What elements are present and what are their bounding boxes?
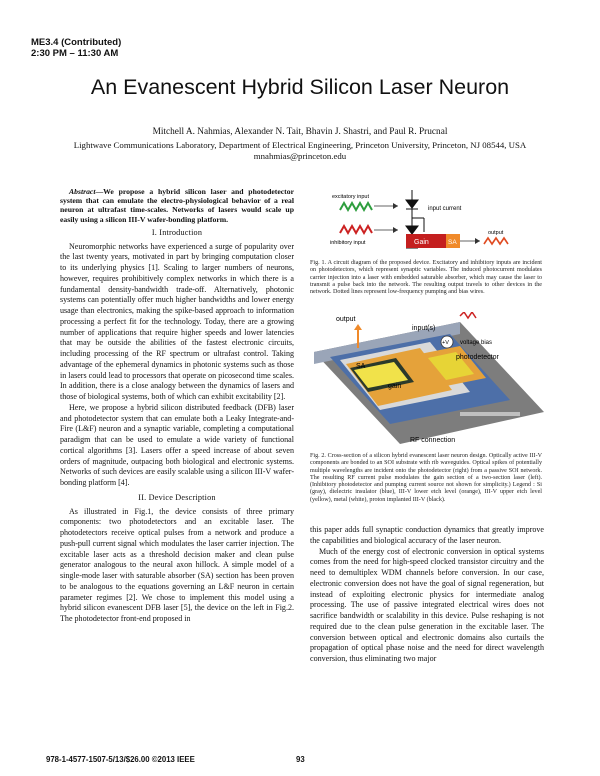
excitatory-input-wave-icon <box>340 203 372 210</box>
fig2-inputs-label: input(s) <box>412 325 436 332</box>
fig2-rf-label: RF connection <box>410 437 456 444</box>
fig2-output-label: output <box>336 316 356 323</box>
sa-label: SA <box>448 239 457 246</box>
abstract-label: Abstract <box>69 187 96 196</box>
affiliation: Lightwave Communications Laboratory, Department of Electrical Engineering, Princeton University, Princeton, NJ 08544, USA <box>73 140 527 150</box>
figure-2-caption: Fig. 2. Cross-section of a silicon hybrid evanescent laser neuron design. Optically active III-V components are bonded to an SOI substrate with rib waveguides. Optical spikes of potentially multiple wavelengths are incident onto the photodetector (right) from a passive SOI network. The resulting RF current pulse modulates the gain section of a two-section laser (left). (Inhibitory photodetector and pumping current source not shown for simplicity.) Legend : Si (gray), dielectric insulator (blue), III-V lower etch level (orange), III-V upper etch level (yellow), metal (white), proton implanted III-V (black). <box>310 453 542 503</box>
inhibitory-input-wave-icon <box>340 226 372 233</box>
fig2-voltage-bias-label: voltage bias <box>460 340 493 346</box>
right-paragraph-1: this paper adds full synaptic conduction dynamics that greatly improve the capabilities and biological accuracy of the laser neuron. <box>310 525 544 545</box>
session-code: ME3.4 (Contributed) <box>31 37 122 48</box>
fig2-photodetector-label: photodetector <box>456 354 499 361</box>
figure-1-caption: Fig. 1. A circuit diagram of the proposed device. Excitatory and inhibitory inputs are incident on photodetectors, which represent synaptic variables. The induced photocurrent modulates carrier injection into a laser with embedded saturable absorber, which may cause the laser to transmit a pulse back into the network. The resulting output travels to other devices in the network. Dotted lines represent low-frequency pumping and bias wires. <box>310 260 542 296</box>
device-paragraph-1: As illustrated in Fig.1, the device consists of three primary components: two photodetectors and an excitable laser. The photodetectors receive optical pulses from a network and produce a push-pull current signal which modulates the laser carrier injection. The excitable laser acts as a threshold decision maker and clean pulse generator analogous to the neural axon hillock. A simple model of a single-mode laser with saturable absorber (SA) section has been proven to be analogous to the equations governing an L&F neuron in certain parameter regimes [2]. We chose to implement this model using a hybrid silicon evanescent DFB laser [5], the device on the left in Fig.2. The photodetector front-end proposed in <box>60 506 294 624</box>
paper-title: An Evanescent Hybrid Silicon Laser Neuron <box>90 75 510 99</box>
figure-2-cross-section <box>310 312 550 448</box>
inhibitory-input-label: inhibitory input <box>330 240 366 246</box>
output-wave-icon <box>484 238 508 244</box>
email: mnahmias@princeton.edu <box>253 151 347 161</box>
gain-label: Gain <box>414 239 429 246</box>
abstract-text: —We propose a hybrid silicon laser and photodetector system that can emulate the electro-physiological behavior of a real neuron at ultrafast time-scales. Networks of lasers would scale up easily using a silicon III-V wafer-bonding platform. <box>60 187 294 224</box>
right-paragraph-2: Much of the energy cost of electronic conversion in optical systems comes from the need for high-speed clocked transistor circuitry and the need to demultiplex WDM channels before conversion. In our case, electronic conversion does not have the goal of signal regeneration, but instead of exploiting electronic physics for intermediate analog processing. The use of passive integrated electrical wires does not sacrifice bandwidth or scalability in this device. Pulse reshaping is not required due to the clean pulse generation in the excitable laser. The conversion between optical and electronic domains also curtails the propagation of optical phase noise and the need for direct wavelength conversion, thus eliminating two major <box>310 546 544 663</box>
left-column <box>60 187 294 625</box>
input-wave-icon <box>460 312 476 318</box>
section-heading-intro: I. Introduction <box>151 227 203 237</box>
page-number: 93 <box>296 755 305 764</box>
intro-paragraph-2: Here, we propose a hybrid silicon distributed feedback (DFB) laser and photodetector system that can emulate both a Leaky Integrate-and-Fire (L&F) neuron and a synaptic variable, completing a computational paradigm that can be used to emulate a wide variety of functional cortical algorithms [3]. Lasers offer a speed increase of about seven orders of magnitude, outpacing both biological and electronic systems. Networks of such devices are easily scalable using a silicon III-V wafer-bonding platform [4]. <box>60 402 294 488</box>
excitatory-input-label: excitatory input <box>332 194 369 200</box>
fig2-vbias-symbol: +V <box>442 340 449 346</box>
figure-1-circuit-diagram <box>310 188 550 260</box>
authors: Mitchell A. Nahmias, Alexander N. Tait, Bhavin J. Shastri, and Paul R. Prucnal <box>152 127 448 137</box>
output-label: output <box>488 230 504 236</box>
fig2-sa-label: SA <box>356 363 366 370</box>
session-time: 2:30 PM – 11:30 AM <box>31 48 119 59</box>
right-column <box>310 525 544 665</box>
intro-paragraph-1: Neuromorphic networks have experienced a surge of popularity over the last twenty years, motivated in part by bringing computation closer to its underlying physics [1]. Scaling to larger numbers of neurons, however, requires prohibitively complex networks in which there is a fundamental density-bandwidth trade-off. Alternatively, photonic systems can potentially offer much higher bandwidths and lower energy usage than electronics, making the spike-based approach to information processing a perfect fit for the technology. Today, there are a growing number of applications that require higher speeds and lower latencies that may be outside the abilities of the fastest electronic circuits, including processing of the RF spectrum or ultrafast control. Taking advantage of the ephemeral dynamics in photonic systems such as those in lasers could lead to processors that operate on picosecond time scales. In addition, there is a close analogy between the dynamics of lasers and those of biological systems, both of which can exhibit excitability [2]. <box>60 241 294 402</box>
fig2-ground-label: ground <box>330 389 343 409</box>
input-current-label: input current <box>428 206 462 212</box>
fig2-gain-label: gain <box>388 383 402 390</box>
isbn-footer: 978-1-4577-1507-5/13/$26.00 ©2013 IEEE <box>46 755 195 764</box>
section-heading-device: II. Device Description <box>138 492 216 502</box>
abstract <box>60 187 294 224</box>
